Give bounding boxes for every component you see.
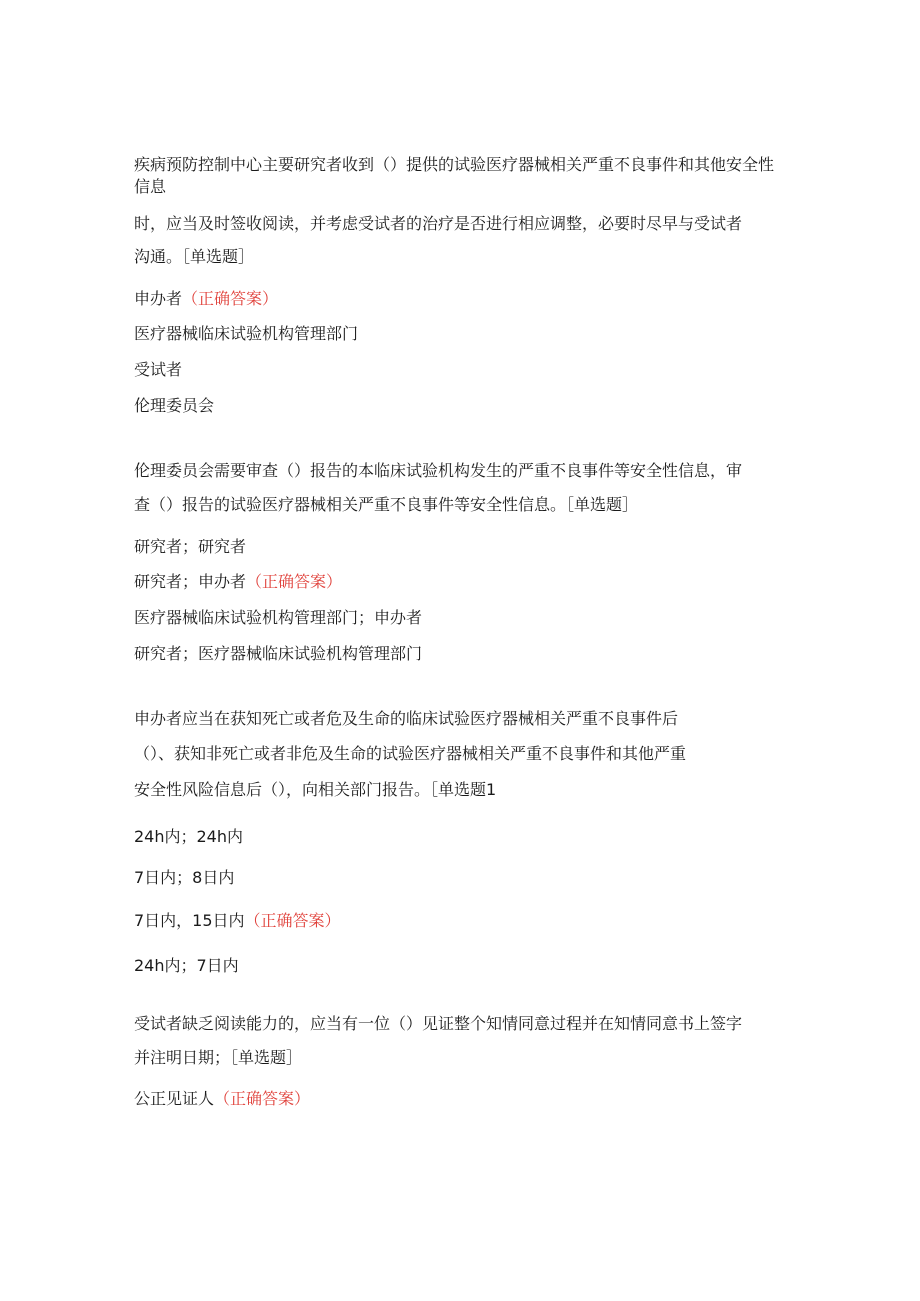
question-2-option-2 bbox=[134, 571, 794, 593]
question-4-text-line-2: 并注明日期；［单选题］ bbox=[134, 1048, 303, 1067]
question-2-option-1 bbox=[134, 536, 794, 558]
option-text: 医疗器械临床试验机构管理部门 bbox=[134, 324, 359, 343]
question-3-option-4 bbox=[134, 955, 794, 977]
option-text: 申办者 bbox=[134, 289, 183, 308]
question-3-text-line-1: 申办者应当在获知死亡或者危及生命的临床试验医疗器械相关严重不良事件后 bbox=[134, 709, 679, 728]
correct-answer-mark: （正确答案） bbox=[246, 572, 343, 591]
question-2-option-4 bbox=[134, 643, 794, 665]
option-text: 研究者；申办者 bbox=[134, 572, 247, 591]
question-2-text-line-1: 伦理委员会需要审查（）报告的本临床试验机构发生的严重不良事件等安全性信息，审 bbox=[134, 461, 743, 480]
question-1-option-3 bbox=[134, 359, 794, 381]
option-text: 7日内；8日内 bbox=[134, 868, 235, 887]
option-text: 医疗器械临床试验机构管理部门；申办者 bbox=[134, 608, 423, 627]
question-3-option-3 bbox=[134, 910, 794, 932]
option-text: 研究者；研究者 bbox=[134, 537, 247, 556]
question-3-text-line-3: 安全性风险信息后（），向相关部门报告。［单选题1 bbox=[134, 780, 497, 799]
question-1-text-line-2: 时，应当及时签收阅读，并考虑受试者的治疗是否进行相应调整，必要时尽早与受试者 bbox=[134, 214, 743, 233]
question-1-text-line-3: 沟通。［单选题］ bbox=[134, 247, 255, 266]
option-text: 受试者 bbox=[134, 360, 183, 379]
option-text: 24h内；7日内 bbox=[134, 956, 239, 975]
option-text: 24h内；24h内 bbox=[134, 827, 244, 846]
question-2-option-3 bbox=[134, 607, 794, 629]
question-4-option-1 bbox=[134, 1088, 794, 1110]
correct-answer-mark: （正确答案） bbox=[214, 1089, 311, 1108]
question-4-text-line-1: 受试者缺乏阅读能力的，应当有一位（）见证整个知情同意过程并在知情同意书上签字 bbox=[134, 1014, 743, 1033]
option-text: 公正见证人 bbox=[134, 1089, 215, 1108]
correct-answer-mark: （正确答案） bbox=[182, 289, 279, 308]
option-text: 伦理委员会 bbox=[134, 396, 215, 415]
question-3-text-line-2: （）、获知非死亡或者非危及生命的试验医疗器械相关严重不良事件和其他严重 bbox=[134, 744, 687, 763]
question-3-option-1 bbox=[134, 826, 794, 848]
question-1-option-1 bbox=[134, 288, 794, 310]
question-1-text-line-1: 疾病预防控制中心主要研究者收到（）提供的试验医疗器械相关严重不良事件和其他安全性信息 bbox=[134, 155, 775, 196]
option-text: 研究者；医疗器械临床试验机构管理部门 bbox=[134, 644, 423, 663]
option-text: 7日内，15日内 bbox=[134, 911, 245, 930]
question-2-text-line-2: 查（）报告的试验医疗器械相关严重不良事件等安全性信息。［单选题］ bbox=[134, 495, 639, 514]
question-3-option-2 bbox=[134, 867, 794, 889]
question-1-option-2 bbox=[134, 323, 794, 345]
correct-answer-mark: （正确答案） bbox=[244, 911, 341, 930]
question-1-option-4 bbox=[134, 395, 794, 417]
